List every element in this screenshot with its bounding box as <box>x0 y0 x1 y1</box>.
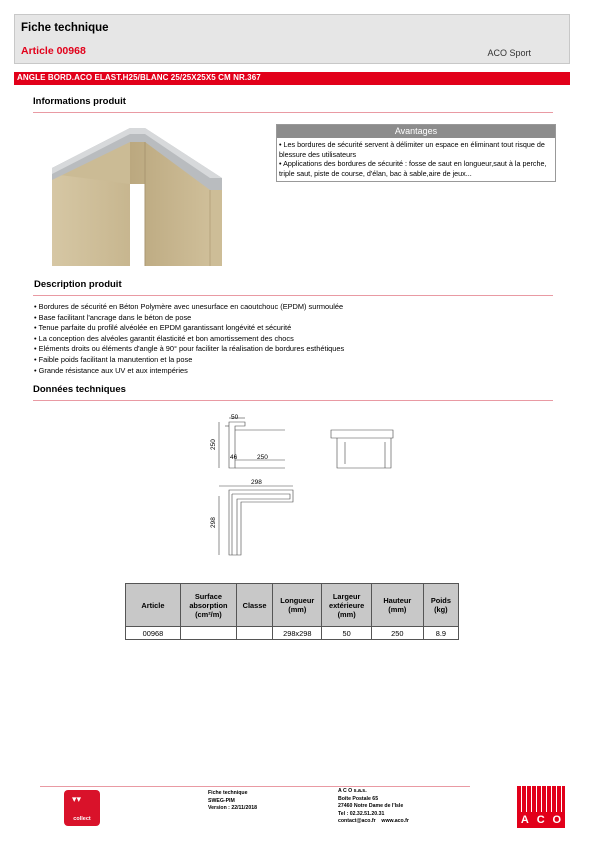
footer-rule <box>40 786 470 787</box>
column-header: Largeur extérieure (mm) <box>322 584 372 627</box>
section-title-info: Informations produit <box>33 96 126 107</box>
dimension-label: 298 <box>210 517 217 528</box>
section-rule <box>33 400 553 401</box>
brand-label: ACO Sport <box>487 48 531 58</box>
list-item: • Eléments droits ou éléments d'angle à 90° pour faciliter la réalisation de bordures esthétiques <box>34 344 554 355</box>
column-header: Hauteur (mm) <box>371 584 423 627</box>
article-number: Article 00968 <box>21 45 86 57</box>
table-cell: 50 <box>322 627 372 640</box>
arrows-icon: ▾▾ <box>72 794 82 804</box>
specs-table <box>125 583 459 640</box>
list-item: • La conception des alvéoles garantit élasticité et bon amortissement des chocs <box>34 334 554 345</box>
advantage-item: • Les bordures de sécurité servent à délimiter un espace en éliminant tout risque de blessure des utilisateurs <box>279 140 545 159</box>
column-header: Surface absorption (cm²/m) <box>180 584 236 627</box>
dimension-label: 50 <box>231 414 239 421</box>
website-link[interactable]: www.aco.fr <box>381 818 409 825</box>
document-title: Fiche technique <box>21 22 109 34</box>
product-name: ANGLE BORD.ACO ELAST.H25/BLANC 25/25X25X5 CM NR.367 <box>17 73 261 82</box>
section-title-technical: Données techniques <box>33 384 126 395</box>
table-cell: 00968 <box>126 627 181 640</box>
footer-doc-info: Fiche technique SWEG-PIM Version : 22/11/2018 <box>208 790 258 812</box>
section-title-description: Description produit <box>34 279 122 290</box>
list-item: • Tenue parfaite du profilé alvéolée en EPDM garantissant longévité et sécurité <box>34 323 554 334</box>
dimension-label: 298 <box>251 479 262 486</box>
column-header: Article <box>126 584 181 627</box>
aco-logo-stripes <box>517 786 565 812</box>
product-name-bar <box>14 72 570 85</box>
advantages-list <box>279 140 553 178</box>
page-header <box>14 14 570 64</box>
column-header: Longueur (mm) <box>273 584 322 627</box>
technical-drawing <box>195 410 415 560</box>
dimension-label: 250 <box>210 439 217 450</box>
aco-logo-letters: A C O <box>517 812 565 828</box>
table-cell: 8.9 <box>423 627 458 640</box>
email-link[interactable]: contact@aco.fr <box>338 818 376 825</box>
collect-logo <box>64 790 100 826</box>
table-header-row <box>126 584 459 627</box>
list-item: • Bordures de sécurité en Béton Polymère avec unesurface en caoutchouc (EPDM) surmoulée <box>34 302 554 313</box>
aco-logo <box>517 786 565 828</box>
dimension-label: 46 <box>230 454 238 461</box>
advantages-title: Avantages <box>277 125 555 138</box>
section-rule <box>33 295 553 296</box>
column-header: Classe <box>236 584 272 627</box>
advantage-item: • Applications des bordures de sécurité : fosse de saut en longueur,saut à la perche, triple saut, piste de course, d'élan, bac à sable,aire de jeux... <box>279 159 547 178</box>
table-cell <box>180 627 236 640</box>
collect-label: collect <box>73 816 91 822</box>
table-row <box>126 627 459 640</box>
table-cell: 250 <box>371 627 423 640</box>
list-item: • Grande résistance aux UV et aux intempéries <box>34 366 554 377</box>
advantages-box <box>276 124 556 182</box>
section-rule <box>33 112 553 113</box>
table-cell: 298x298 <box>273 627 322 640</box>
product-image <box>50 128 230 266</box>
list-item: • Base facilitant l'ancrage dans le béton de pose <box>34 313 554 324</box>
column-header: Poids (kg) <box>423 584 458 627</box>
dimension-label: 250 <box>257 454 268 461</box>
list-item: • Faible poids facilitant la manutention et la pose <box>34 355 554 366</box>
table-cell <box>236 627 272 640</box>
footer-company-info: A C O s.a.s. Boîte Postale 65 27460 Notre Dame de l'Isle Tel : 02.32.51.20.31 contact@aco.fr www.aco.fr <box>338 788 409 825</box>
description-list <box>34 302 554 376</box>
